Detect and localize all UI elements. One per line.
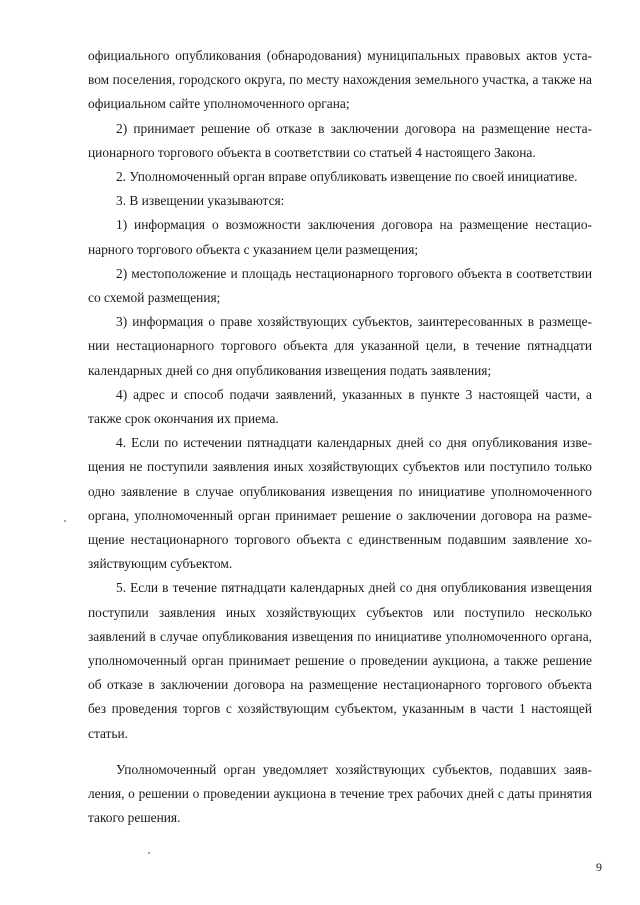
- paragraph-item-3-notice-contents: 3. В извещении указываются:: [116, 193, 285, 209]
- page-number: 9: [596, 860, 602, 874]
- document-body: [88, 44, 592, 831]
- paragraph-subitem-4-address: 4) адрес и способ подачи заявлений, указанных в пункте 3 настоящей части, а также срок окончания их приема.: [88, 386, 592, 427]
- paragraph-subitem-3-right-to-apply: 3) информация о праве хозяйствующих субъектов, заинтересованных в размещении нестационарного торгового объекта для указанной цели, в течение пятнадцати календарных дней со дня опубликования извещения подать заявления;: [88, 314, 592, 378]
- paragraph-continuation: официального опубликования (обнародования) муниципальных правовых актов уставом поселения, городского округа, по месту нахождения земельного участка, а также на официальном сайте уполномоченного органа;: [88, 48, 592, 112]
- paragraph-subitem-2-location: 2) местоположение и площадь нестационарного торгового объекта в соответствии со схемой размещения;: [88, 265, 592, 306]
- paragraph-item-5-auction: 5. Если в течение пятнадцати календарных дней со дня опубликования извещения поступили заявления иных хозяйствующих субъектов или поступило несколько заявлений в случае опубликования извещения по инициативе уполномоченного органа, уполномоченный орган принимает решение о проведении аукциона, а также решение об отказе в заключении договора на размещение нестационарного торгового объекта без проведения торгов с хозяйствующим субъектом, указанным в части 1 настоящей статьи.: [88, 580, 592, 741]
- paragraph-subitem-2-refusal: 2) принимает решение об отказе в заключении договора на размещение нестационарного торгового объекта в соответствии со статьей 4 настоящего Закона.: [88, 120, 592, 160]
- scan-speck: [64, 520, 66, 522]
- paragraph-item-2-own-initiative: 2. Уполномоченный орган вправе опубликовать извещение по своей инициативе.: [116, 169, 578, 185]
- paragraph-item-4-single-applicant: 4. Если по истечении пятнадцати календарных дней со дня опубликования извещения не поступили заявления иных хозяйствующих субъектов или поступило только одно заявление в случае опубликования извещения по инициативе уполномоченного органа, уполномоченный орган принимает решение о заключении договора на размещение нестационарного торгового объекта с единственным подавшим заявление хозяйствующим субъектом.: [88, 435, 592, 572]
- paragraph-subitem-1-information: 1) информация о возможности заключения договора на размещение нестационарного торгового объекта с указанием цели размещения;: [88, 217, 592, 257]
- paragraph-notification: Уполномоченный орган уведомляет хозяйствующих субъектов, подавших заявления, о решении о проведении аукциона в течение трех рабочих дней с даты принятия такого решения.: [88, 761, 592, 826]
- scan-speck: [148, 852, 150, 854]
